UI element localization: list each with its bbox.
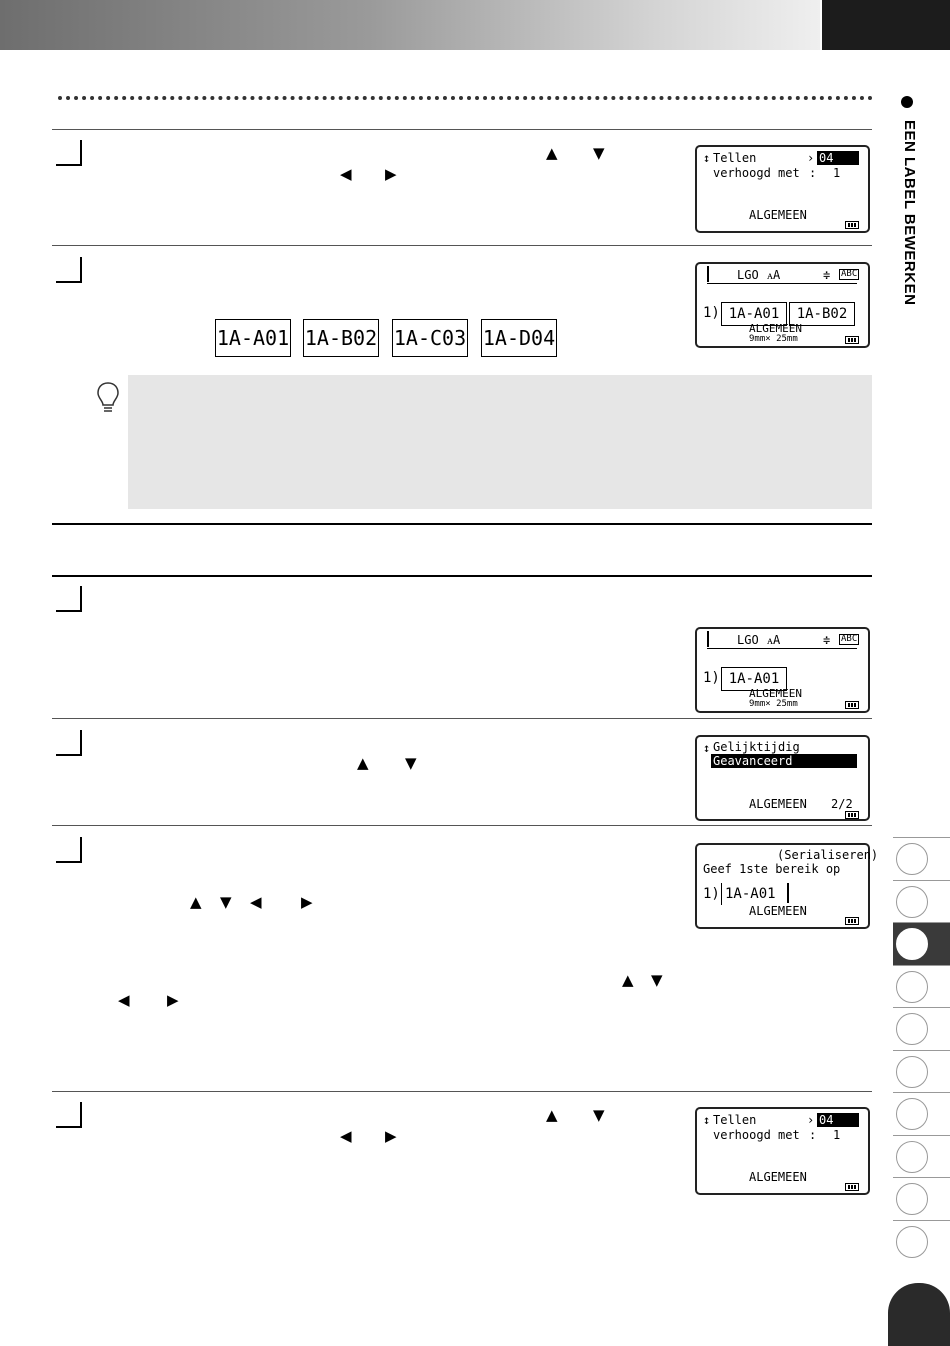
left-arrow-icon: ◀ bbox=[118, 991, 130, 1009]
text-cursor bbox=[787, 883, 789, 903]
step-marker bbox=[56, 837, 82, 863]
sample-label: 1A-C03 bbox=[392, 319, 468, 357]
down-arrow-icon: ▼ bbox=[405, 754, 417, 772]
header-bar bbox=[0, 0, 820, 50]
circle-icon bbox=[896, 1098, 928, 1130]
bracket bbox=[721, 883, 722, 905]
separator: : bbox=[809, 166, 817, 180]
font-size-icon: ᴀA bbox=[767, 633, 781, 647]
chapter-tab[interactable] bbox=[893, 965, 950, 1008]
step-divider bbox=[52, 245, 872, 246]
tape-size: 9mm× 25mm bbox=[749, 334, 798, 344]
cursor-bar bbox=[707, 266, 709, 282]
header-block bbox=[822, 0, 950, 50]
circle-icon bbox=[896, 1226, 928, 1258]
hint-box bbox=[128, 375, 872, 509]
abc-icon: ABC bbox=[841, 634, 858, 644]
right-arrow-icon: ▶ bbox=[167, 991, 179, 1009]
section-rule bbox=[52, 575, 872, 577]
line-number-icon: 1) bbox=[703, 305, 720, 321]
down-arrow-icon: ▼ bbox=[593, 144, 605, 162]
battery-icon bbox=[845, 1183, 859, 1191]
line-number-icon: 1) bbox=[703, 886, 720, 902]
side-title: EEN LABEL BEWERKEN bbox=[901, 120, 918, 306]
sample-label: 1A-A01 bbox=[215, 319, 291, 357]
menu-item-advanced: Geavanceerd bbox=[711, 754, 857, 768]
lcd-footer: ALGEMEEN bbox=[749, 322, 802, 335]
battery-icon bbox=[845, 221, 859, 229]
left-arrow-icon: ◀ bbox=[250, 893, 262, 911]
lcd-footer: ALGEMEEN bbox=[749, 208, 807, 222]
circle-icon bbox=[896, 1013, 928, 1045]
chapter-tab[interactable] bbox=[893, 880, 950, 923]
lcd-label-1: 1A-A01 bbox=[721, 667, 787, 691]
battery-icon bbox=[845, 336, 859, 344]
chapter-tab[interactable] bbox=[893, 1092, 950, 1135]
circle-icon bbox=[896, 843, 928, 875]
step-marker bbox=[56, 257, 82, 283]
separator: : bbox=[809, 1128, 817, 1142]
increment-value: 1 bbox=[833, 166, 841, 180]
right-arrow-icon: ▶ bbox=[385, 165, 397, 183]
bullet-icon bbox=[901, 96, 913, 108]
lcd-label-1: 1A-A01 bbox=[721, 302, 787, 326]
chapter-tab[interactable] bbox=[893, 837, 950, 880]
increment-label: verhoogd met bbox=[713, 1128, 800, 1142]
up-arrow-icon: ▲ bbox=[357, 754, 369, 772]
sample-label: 1A-D04 bbox=[481, 319, 557, 357]
lcd-label-2: 1A-B02 bbox=[789, 302, 855, 326]
lcd-label-1: 1A-A01 bbox=[725, 886, 776, 902]
right-arrow-icon: ▶ bbox=[301, 893, 313, 911]
range-prompt: Geef 1ste bereik op bbox=[703, 862, 841, 876]
left-arrow-icon: ◀ bbox=[340, 1127, 352, 1145]
quality-label: LGO bbox=[737, 633, 759, 647]
battery-icon bbox=[845, 701, 859, 709]
step-marker bbox=[56, 1102, 82, 1128]
circle-icon bbox=[896, 1141, 928, 1173]
quality-label: LGO bbox=[737, 268, 759, 282]
lcd-menu-screen bbox=[695, 735, 870, 821]
chapter-tab[interactable] bbox=[893, 1177, 950, 1220]
count-value: 04 bbox=[817, 151, 859, 165]
count-label: Tellen bbox=[713, 1113, 757, 1127]
step-marker bbox=[56, 586, 82, 612]
step-divider bbox=[52, 825, 872, 826]
increment-label: verhoogd met bbox=[713, 166, 800, 180]
step-divider bbox=[52, 718, 872, 719]
scroll-arrows-icon: ↕ bbox=[703, 741, 711, 755]
menu-item-simultaneous: Gelijktijdig bbox=[713, 740, 800, 754]
chapter-tab[interactable] bbox=[893, 1135, 950, 1178]
lightbulb-icon bbox=[95, 380, 121, 416]
chapter-tab[interactable] bbox=[893, 922, 950, 965]
section-divider bbox=[58, 96, 873, 100]
scroll-arrows-icon: ↕ bbox=[703, 1113, 711, 1127]
chapter-tab[interactable] bbox=[893, 1050, 950, 1093]
down-arrow-icon: ▼ bbox=[220, 893, 232, 911]
align-icon: ≑ bbox=[823, 633, 831, 647]
lcd-preview-screen bbox=[695, 262, 870, 348]
up-arrow-icon: ▲ bbox=[190, 893, 202, 911]
chapter-tab[interactable] bbox=[893, 1220, 950, 1263]
up-arrow-icon: ▲ bbox=[546, 1106, 558, 1124]
step-marker bbox=[56, 140, 82, 166]
abc-icon: ABC bbox=[841, 269, 858, 279]
lcd-footer: ALGEMEEN bbox=[749, 687, 802, 700]
lcd-count-screen bbox=[695, 145, 870, 233]
arrow-icon: › bbox=[807, 1113, 815, 1127]
arrow-icon: › bbox=[807, 151, 815, 165]
lcd-rule bbox=[707, 648, 857, 649]
section-rule bbox=[52, 523, 872, 525]
count-label: Tellen bbox=[713, 151, 757, 165]
step-divider bbox=[52, 1091, 872, 1092]
up-arrow-icon: ▲ bbox=[546, 144, 558, 162]
circle-icon bbox=[896, 928, 928, 960]
right-arrow-icon: ▶ bbox=[385, 1127, 397, 1145]
lcd-footer: ALGEMEEN bbox=[749, 904, 807, 918]
lcd-footer: ALGEMEEN bbox=[749, 1170, 807, 1184]
tape-size: 9mm× 25mm bbox=[749, 699, 798, 709]
step-divider bbox=[52, 129, 872, 130]
circle-icon bbox=[896, 1183, 928, 1215]
lcd-footer: ALGEMEEN bbox=[749, 797, 807, 811]
lcd-serial-screen bbox=[695, 843, 879, 929]
chapter-tab[interactable] bbox=[893, 1007, 950, 1050]
line-number-icon: 1) bbox=[703, 670, 720, 686]
circle-icon bbox=[896, 886, 928, 918]
count-value: 04 bbox=[817, 1113, 859, 1127]
left-arrow-icon: ◀ bbox=[340, 165, 352, 183]
page-indicator: 2/2 bbox=[831, 797, 853, 811]
align-icon: ≑ bbox=[823, 268, 831, 282]
up-arrow-icon: ▲ bbox=[622, 971, 634, 989]
page-number-tab bbox=[888, 1283, 950, 1346]
down-arrow-icon: ▼ bbox=[651, 971, 663, 989]
battery-icon bbox=[845, 811, 859, 819]
font-size-icon: ᴀA bbox=[767, 268, 781, 282]
scroll-arrows-icon: ↕ bbox=[703, 151, 711, 165]
increment-value: 1 bbox=[833, 1128, 841, 1142]
battery-icon bbox=[845, 917, 859, 925]
circle-icon bbox=[896, 1056, 928, 1088]
step-marker bbox=[56, 730, 82, 756]
circle-icon bbox=[896, 971, 928, 1003]
serialize-title: (Serialiseren) bbox=[777, 848, 879, 862]
cursor-bar bbox=[707, 631, 709, 647]
down-arrow-icon: ▼ bbox=[593, 1106, 605, 1124]
lcd-count-screen-2 bbox=[695, 1107, 870, 1195]
lcd-rule bbox=[707, 283, 857, 284]
lcd-preview-screen-2 bbox=[695, 627, 870, 713]
sample-label: 1A-B02 bbox=[303, 319, 379, 357]
